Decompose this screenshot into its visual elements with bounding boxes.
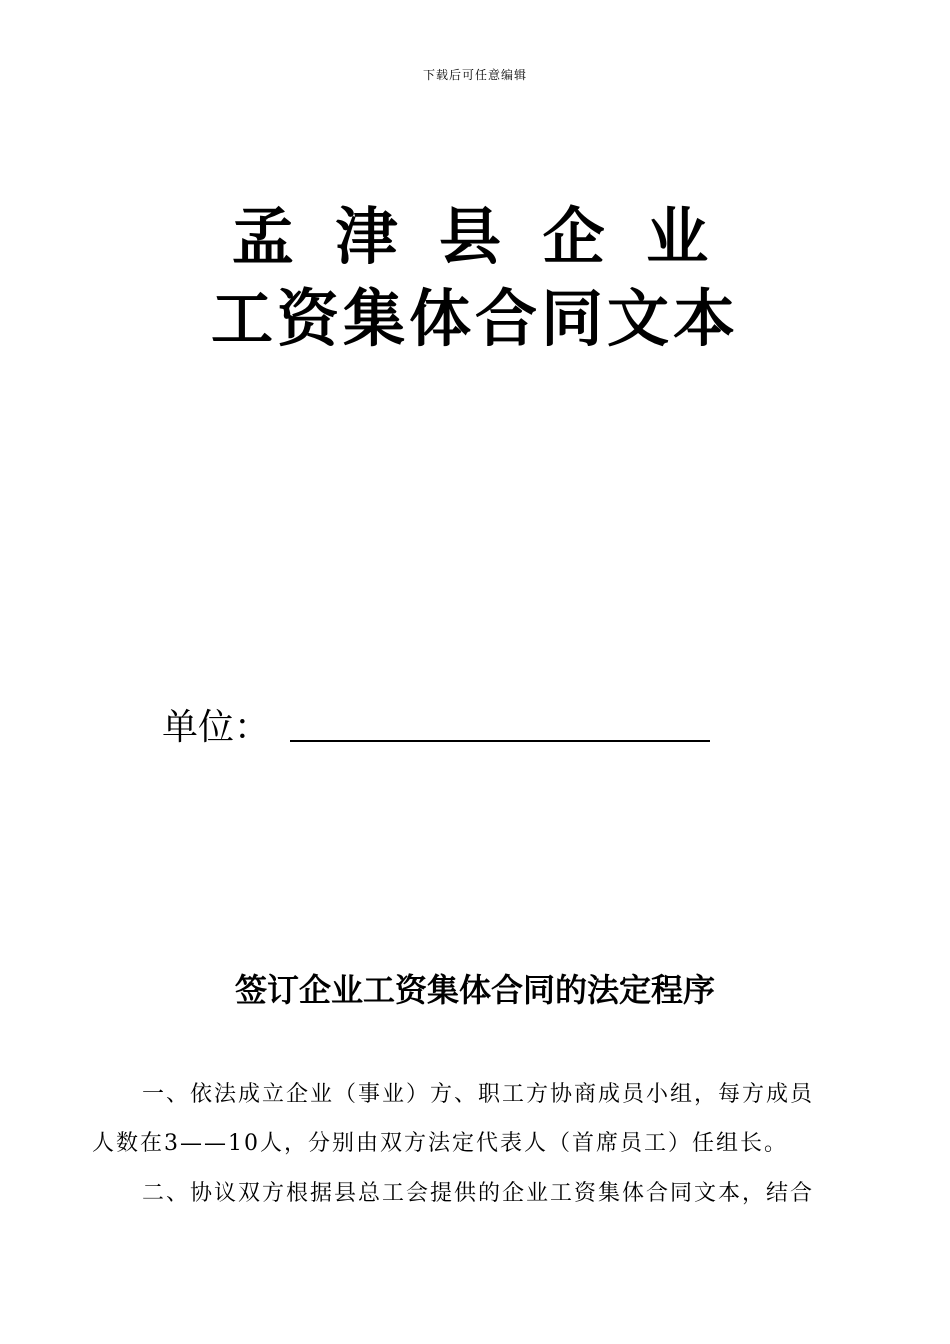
section-title: 签订企业工资集体合同的法定程序 (234, 971, 715, 1009)
unit-label: 单位： (162, 707, 271, 748)
header-note: 下载后可任意编辑 (422, 68, 527, 82)
unit-field-row (162, 700, 710, 746)
document-title-line-1: 孟 津 县 企 业 (231, 200, 719, 273)
unit-blank-line (290, 740, 710, 742)
paragraph-2-line-1: 二、协议双方根据县总工会提供的企业工资集体合同文本，结合 (142, 1181, 815, 1206)
paragraph-1-line-2: 人数在3——10人，分别由双方法定代表人（首席员工）任组长。 (92, 1131, 788, 1156)
document-title-line-2: 工资集体合同文本 (210, 282, 739, 355)
paragraph-1-line-1: 一、依法成立企业（事业）方、职工方协商成员小组，每方成员 (142, 1082, 815, 1107)
